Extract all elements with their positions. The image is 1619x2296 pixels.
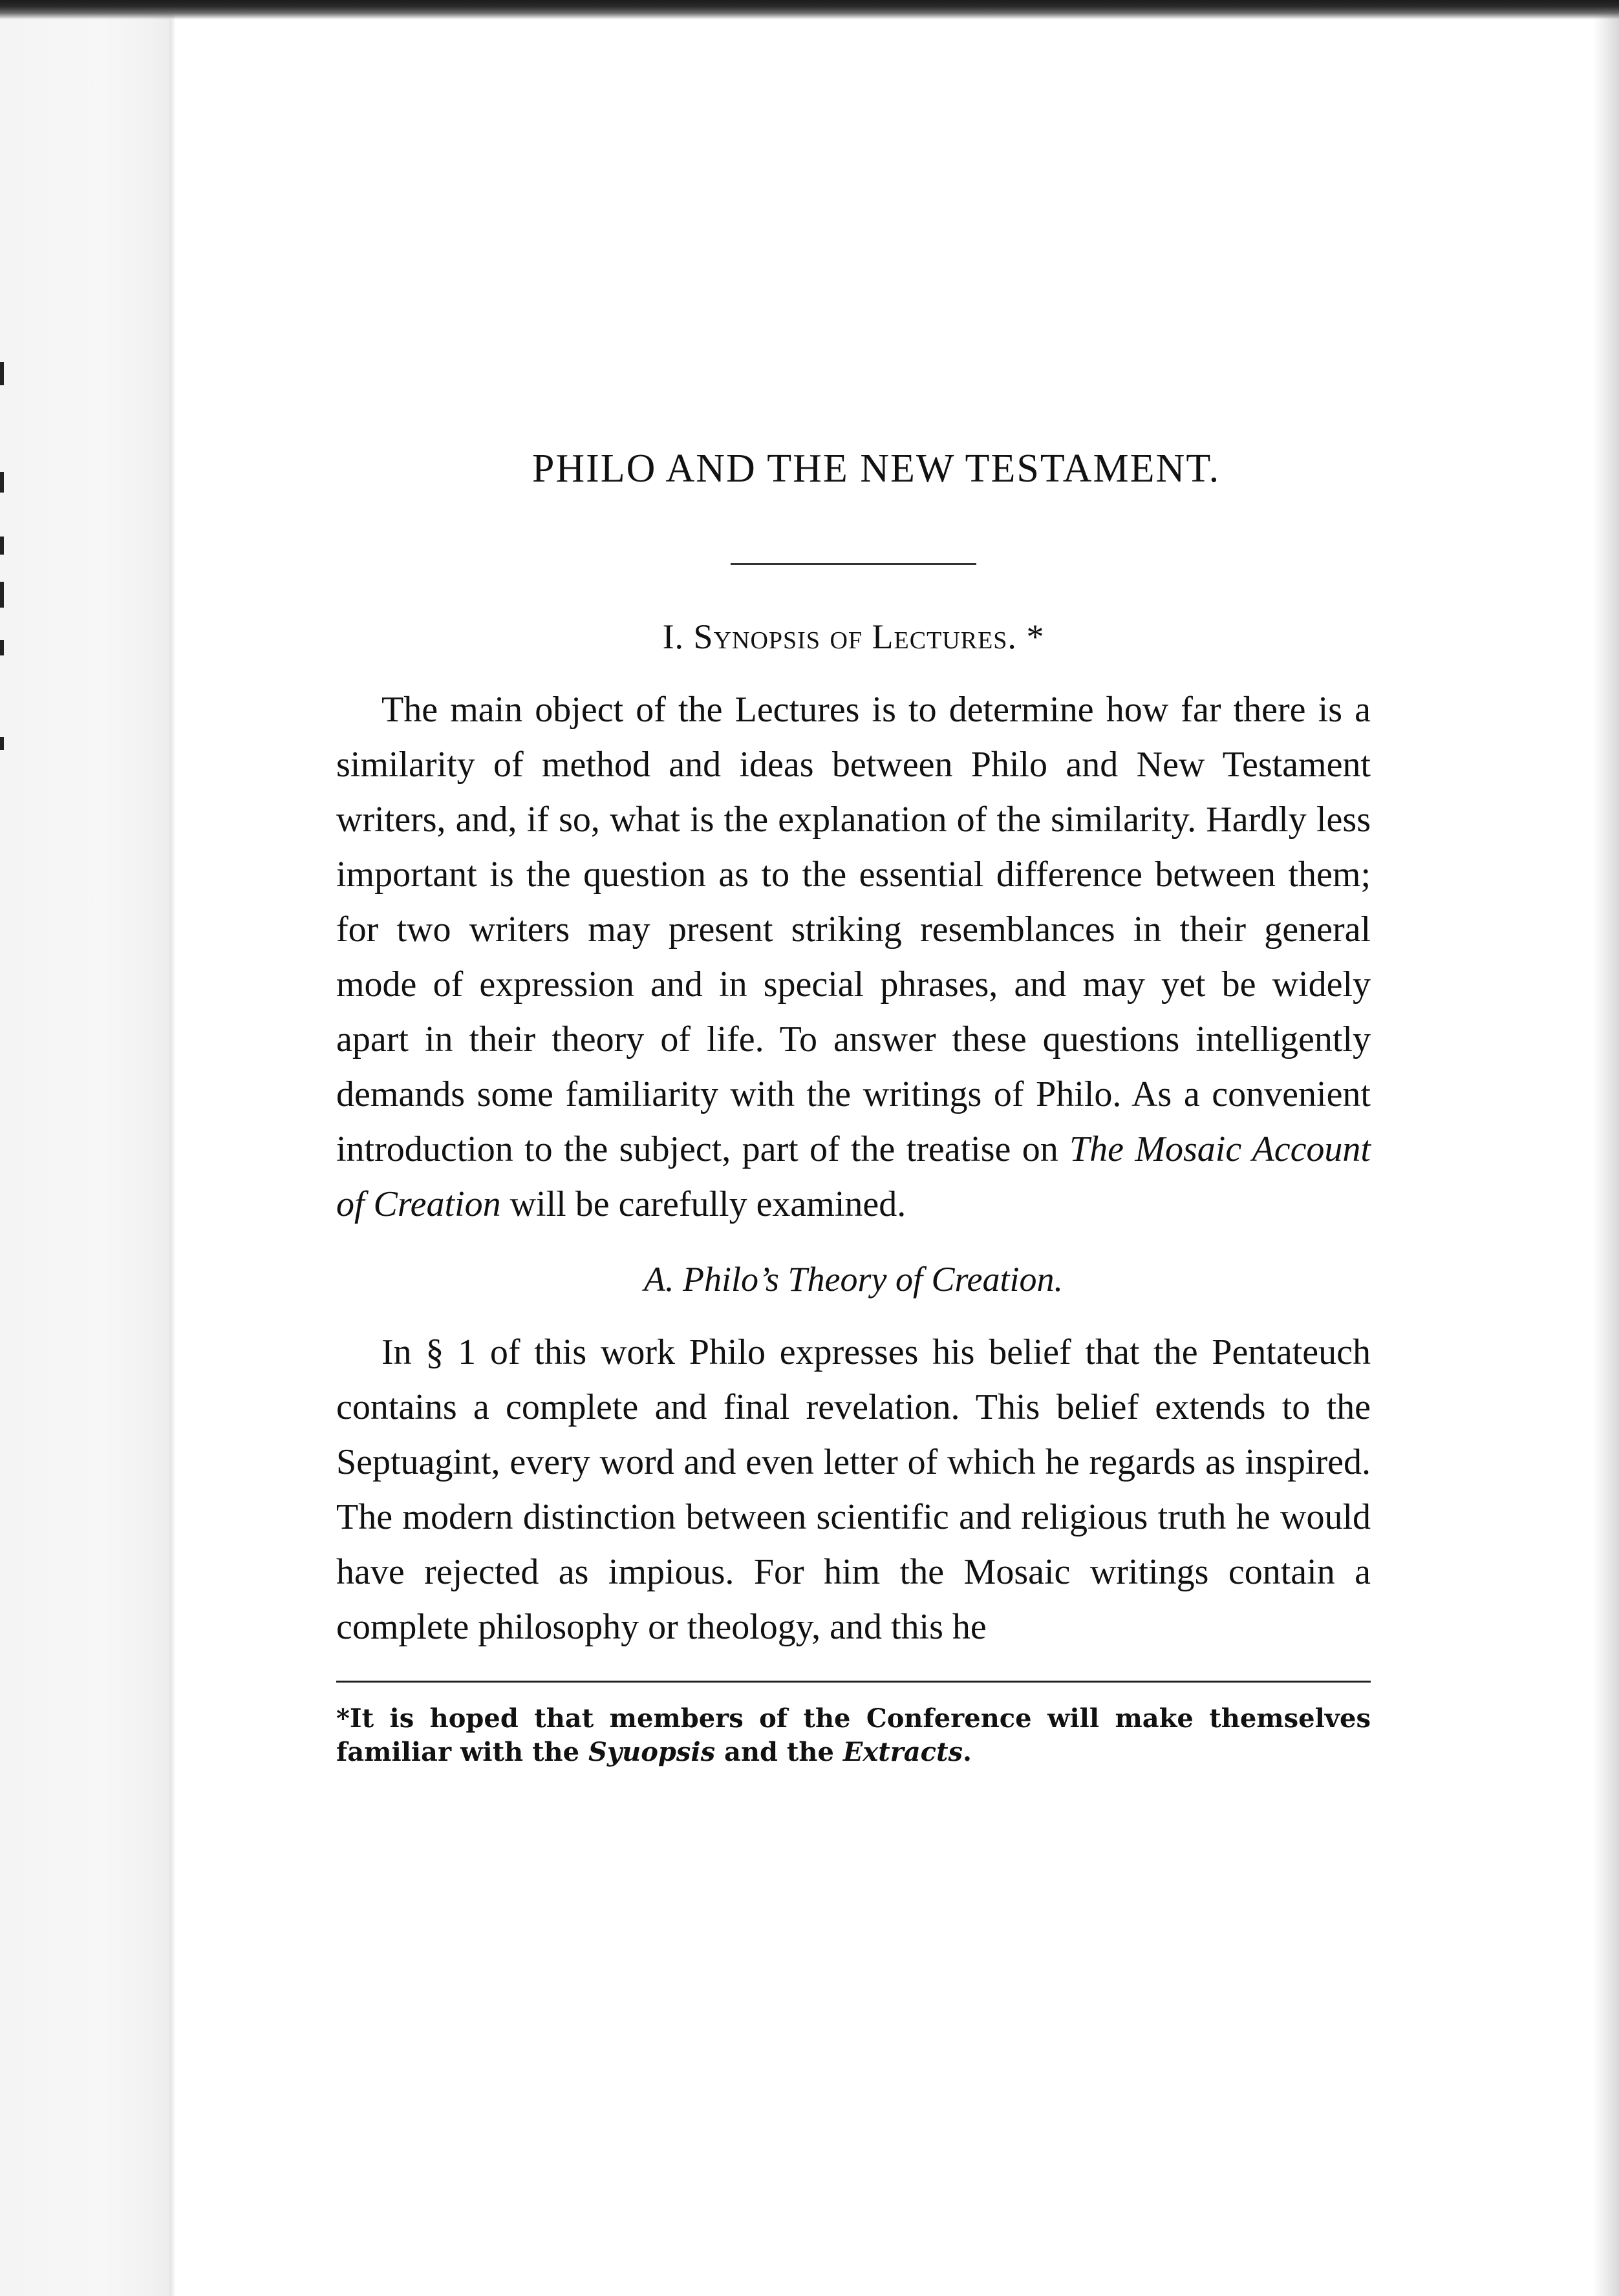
- section-title: Synopsis of Lectures.: [693, 617, 1017, 656]
- paragraph-1-tail: will be carefully examined.: [500, 1184, 906, 1224]
- subsection-heading: [336, 1259, 1371, 1299]
- footnote-italic-1: Syuopsis: [588, 1737, 716, 1767]
- top-scan-border: [0, 0, 1619, 19]
- margin-mark: [0, 640, 4, 655]
- title-rule: [731, 563, 976, 565]
- page-fold-line: [169, 19, 171, 2296]
- left-margin-shadow: [0, 0, 175, 2296]
- margin-mark: [0, 362, 4, 385]
- footnote-italic-2: Extracts: [842, 1737, 963, 1767]
- paragraph-1-text: The main object of the Lectures is to determine how far there is a similarity of method and ideas between Philo and New Testament writers, and, if so, what is the explanation of the similarity. Hardly less important is the question as to the essential difference between them; for two writers may present striking resemblances in their general mode of expression and in special phrases, and may yet be widely apart in their theory of life. To answer these questions intelligently demands some familiarity with the writings of Philo. As a convenient introduction to the subject, part of the treatise on: [336, 690, 1371, 1169]
- subsection-title: Philo’s Theory of Creation.: [682, 1260, 1063, 1299]
- footnote-middle: and the: [715, 1737, 843, 1767]
- paragraph-1: [336, 683, 1371, 1232]
- footnote-rule: [336, 1681, 1371, 1683]
- margin-mark: [0, 582, 4, 608]
- footnote-lead: *It is hoped that members of the Conference will make themselves familiar with the: [336, 1703, 1371, 1767]
- right-edge-shadow: [1593, 0, 1619, 2296]
- footnote-marker: *: [1026, 617, 1045, 656]
- section-heading: [336, 617, 1371, 657]
- paragraph-1-italic-title: The Mosaic Account of Creation: [336, 1129, 1371, 1224]
- section-number: I.: [662, 617, 685, 656]
- paragraph-2: [336, 1325, 1371, 1655]
- margin-mark: [0, 472, 4, 493]
- footnote: [336, 1702, 1371, 1769]
- footnote-end: .: [963, 1737, 972, 1767]
- margin-mark: [0, 537, 4, 555]
- subsection-letter: A.: [643, 1260, 674, 1299]
- book-page: [336, 420, 1371, 1769]
- margin-mark: [0, 737, 4, 750]
- page-title: PHILO AND THE NEW TESTAMENT.: [531, 447, 1221, 491]
- paragraph-2-text: In § 1 of this work Philo expresses his belief that the Pentateuch contains a complete and final revelation. This belief extends to the Septuagint, every word and even letter of which he regards as inspired. The modern distinction between scientific and religious truth he would have rejected as impious. For him the Mosaic writings contain a complete philosophy or theology, and this he: [336, 1332, 1371, 1647]
